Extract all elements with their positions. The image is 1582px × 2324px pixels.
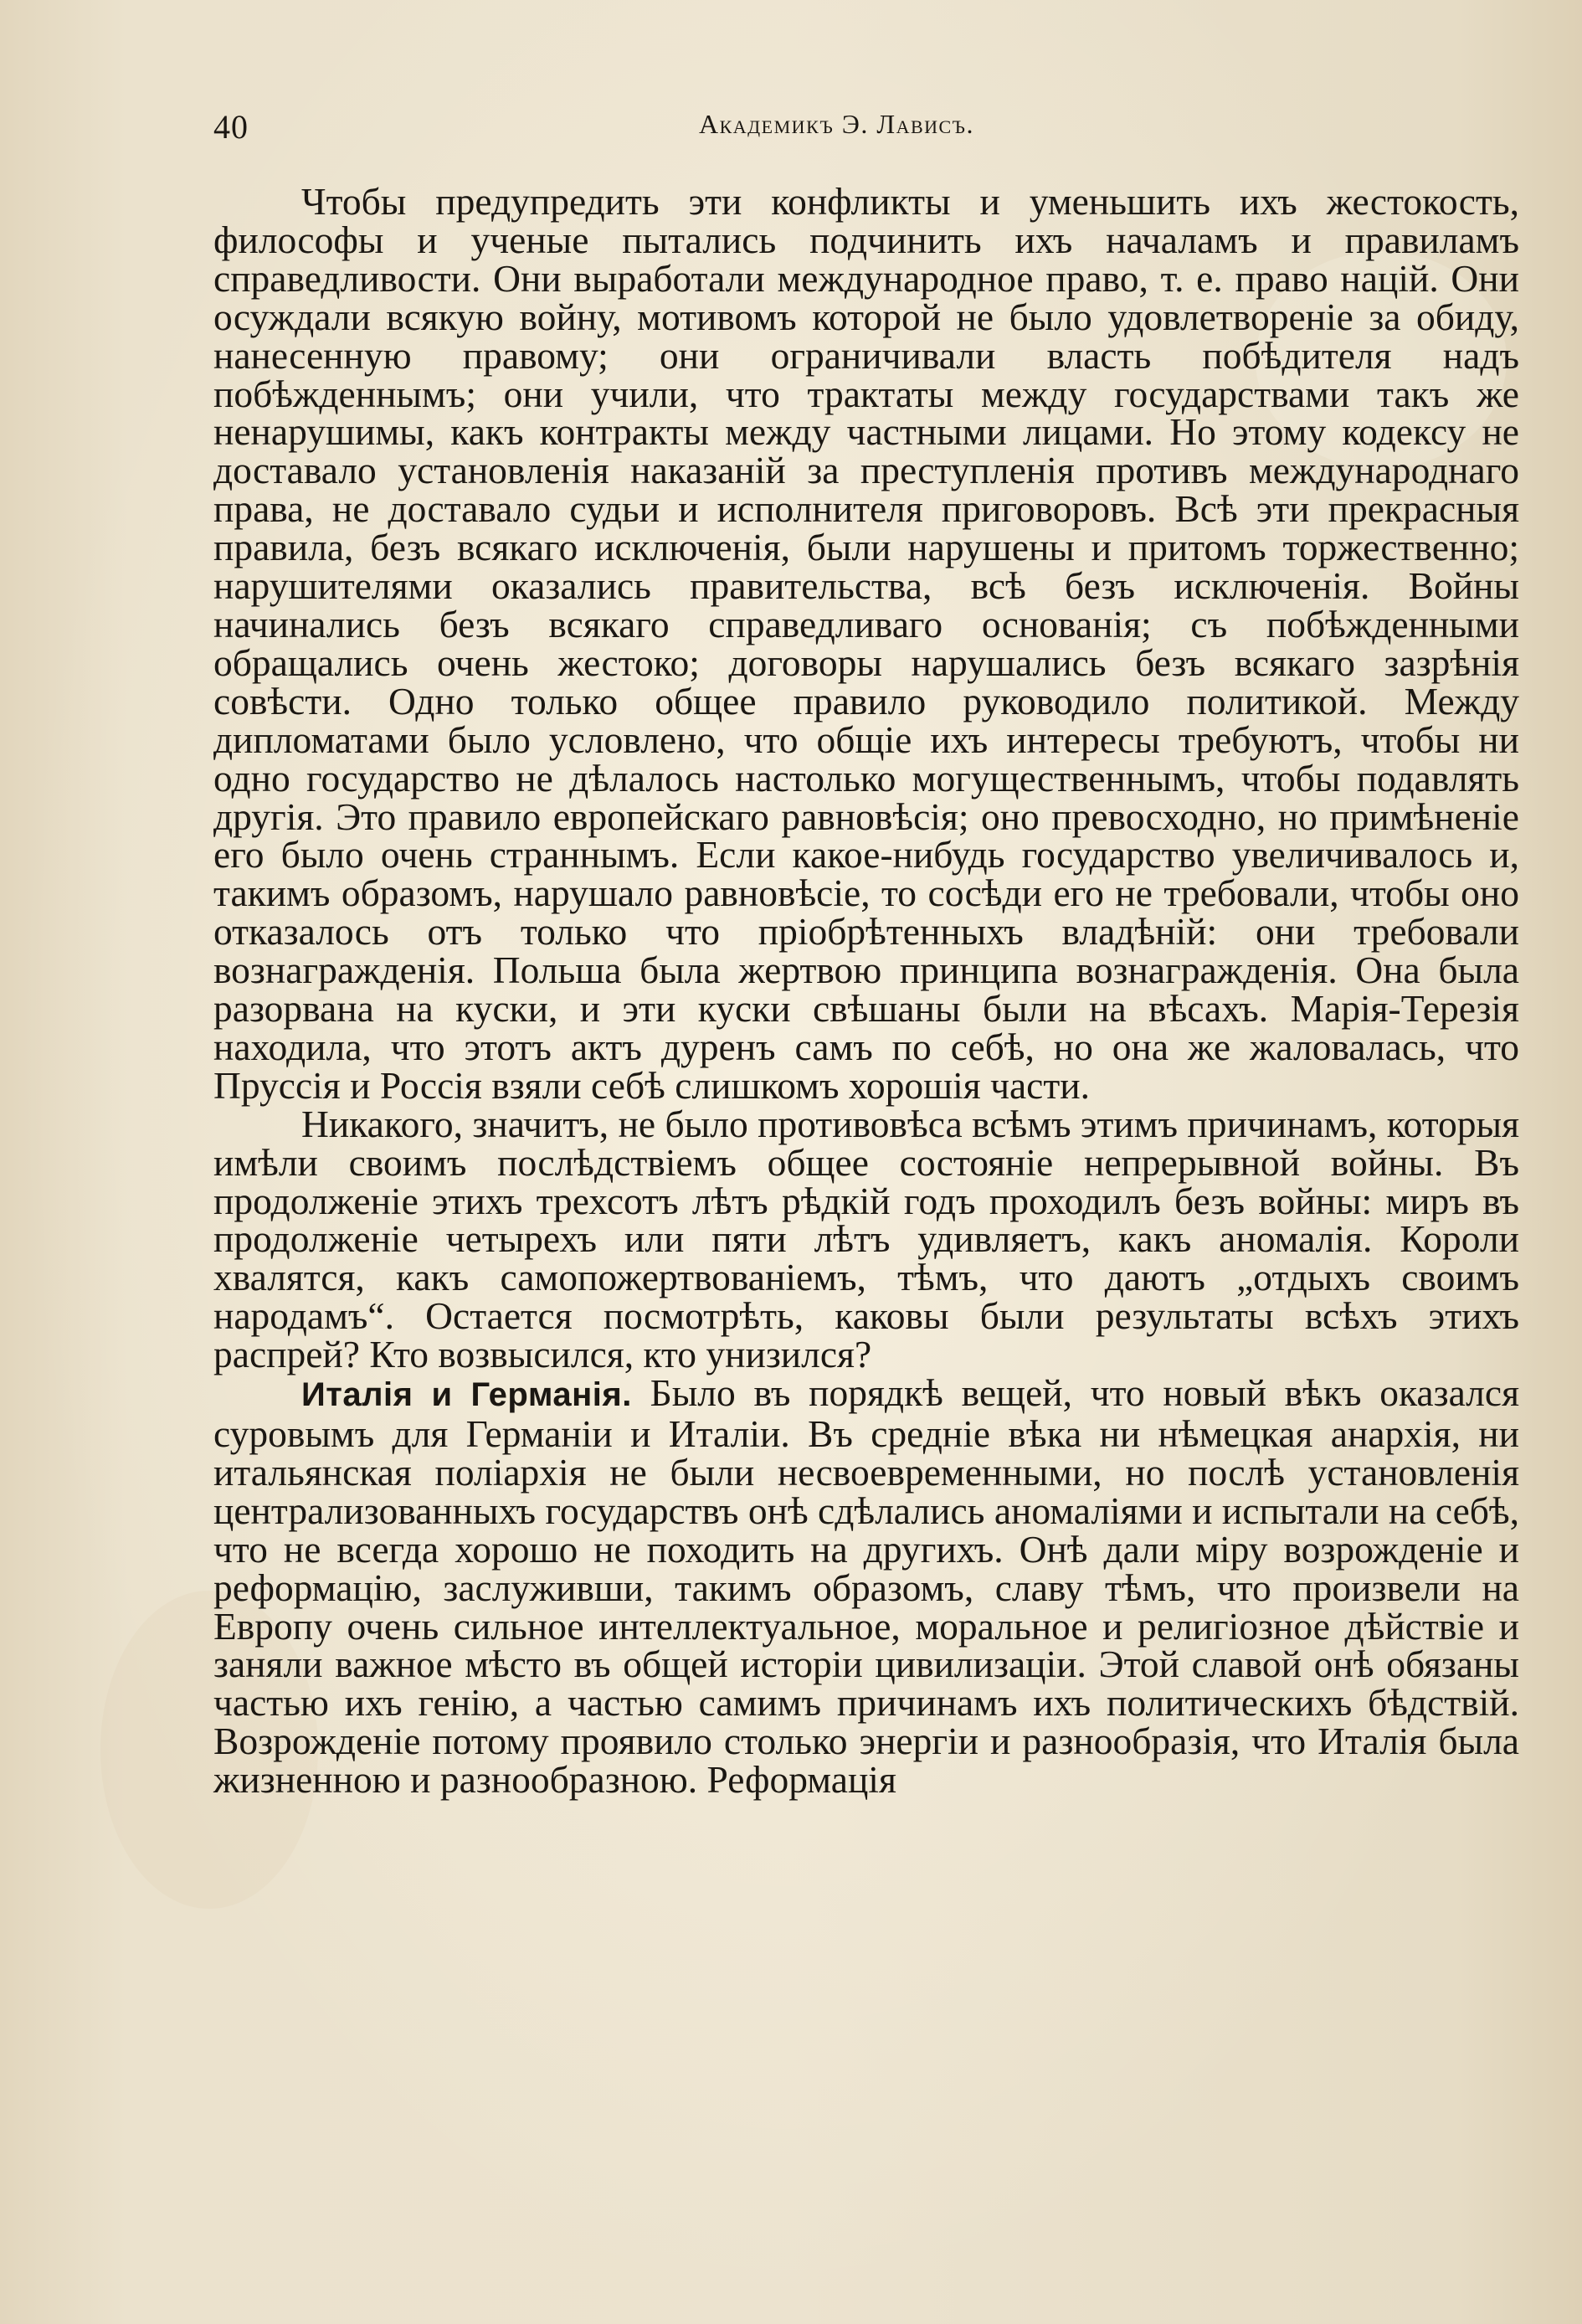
section-heading: Италія и Германія. — [301, 1376, 632, 1414]
paragraph-3 — [213, 1371, 1519, 1802]
paragraph-1 — [213, 180, 1519, 1107]
running-head — [213, 99, 1519, 149]
running-title: Академикъ Э. Лависъ. — [699, 109, 974, 139]
text-body — [213, 180, 1519, 1802]
paragraph-text: Чтобы предупредить эти конфликты и уменьшить ихъ жестокость, философы и ученые пытались подчинить ихъ началамъ и правиламъ справедливости. Они выработали международное право, т. е. право націй. Они осуждали всякую войну, мотивомъ которой не было удовлетвореніе за обиду, нанесенную правому; они ограничивали власть побѣдителя надъ побѣжденнымъ; они учили, что трактаты между государствами такъ же ненарушимы, какъ контракты между частными лицами. Но этому кодексу не доставало установленія наказаній за преступленія противъ международнаго права, не доставало судьи и исполнителя приговоровъ. Всѣ эти прекрасныя правила, безъ всякаго исключенія, были нарушены и притомъ торжественно; нарушителями оказались правительства, всѣ безъ исключенія. Войны начинались безъ всякаго справедливаго основанія; съ побѣжденными обращались очень жестоко; договоры нарушались безъ всякаго зазрѣнія совѣсти. Одно только общее правило руководило политикой. Между дипломатами было условлено, что общіе ихъ интересы требуютъ, чтобы ни одно государство не дѣлалось настолько могущественнымъ, чтобы подавлять другія. Это правило европейскаго равновѣсія; оно превосходно, но примѣненіе его было очень страннымъ. Если какое-нибудь государство увеличивалось и, такимъ образомъ, нарушало равновѣсіе, то сосѣди его не требовали, чтобы оно отказалось отъ только что пріобрѣтенныхъ владѣній: они требовали вознагражденія. Польша была жертвою принципа вознагражденія. Она была разорвана на куски, и эти куски свѣшаны были на вѣсахъ. Марія-Терезія находила, что этотъ актъ дуренъ самъ по себѣ, но она же жаловалась, что Пруссія и Россія взяли себѣ слишкомъ хорошія части. — [213, 180, 1519, 1107]
paragraph-text: Было въ порядкѣ вещей, что новый вѣкъ оказался суровымъ для Германіи и Италіи. Въ средніе вѣка ни нѣмецкая анархія, ни итальянская поліархія не были несвоевременными, но послѣ установленія централизованныхъ государствъ онѣ сдѣлались аномаліями и испытали на себѣ, что не всегда хорошо не походить на другихъ. Онѣ дали міру возрожденіе и реформацію, заслуживши, такимъ образомъ, славу тѣмъ, что произвели на Европу очень сильное интеллектуальное, моральное и религіозное дѣйствіе и заняли важное мѣсто въ общей исторіи цивилизаціи. Этой славой онѣ обязаны частью ихъ генію, а частью самимъ причинамъ ихъ политическихъ бѣдствій. Возрожденіе потому проявило столько энергіи и разнообразія, что Италія была жизненною и разнообразною. Реформація — [213, 1371, 1519, 1802]
paragraph-text: Никакого, значитъ, не было противовѣса всѣмъ этимъ причинамъ, которыя имѣли своимъ послѣдствіемъ общее состояніе непрерывной войны. Въ продолженіе этихъ трехсотъ лѣтъ рѣдкій годъ проходилъ безъ войны: миръ въ продолженіе четырехъ или пяти лѣтъ удивляетъ, какъ аномалія. Короли хвалятся, какъ самопожертвованіемъ, тѣмъ, что даютъ „отдыхъ своимъ народамъ“. Остается посмотрѣть, каковы были результаты всѣхъ этихъ распрей? Кто возвысился, кто унизился? — [213, 1102, 1519, 1376]
paragraph-2 — [213, 1102, 1519, 1376]
page-number: 40 — [213, 108, 249, 146]
